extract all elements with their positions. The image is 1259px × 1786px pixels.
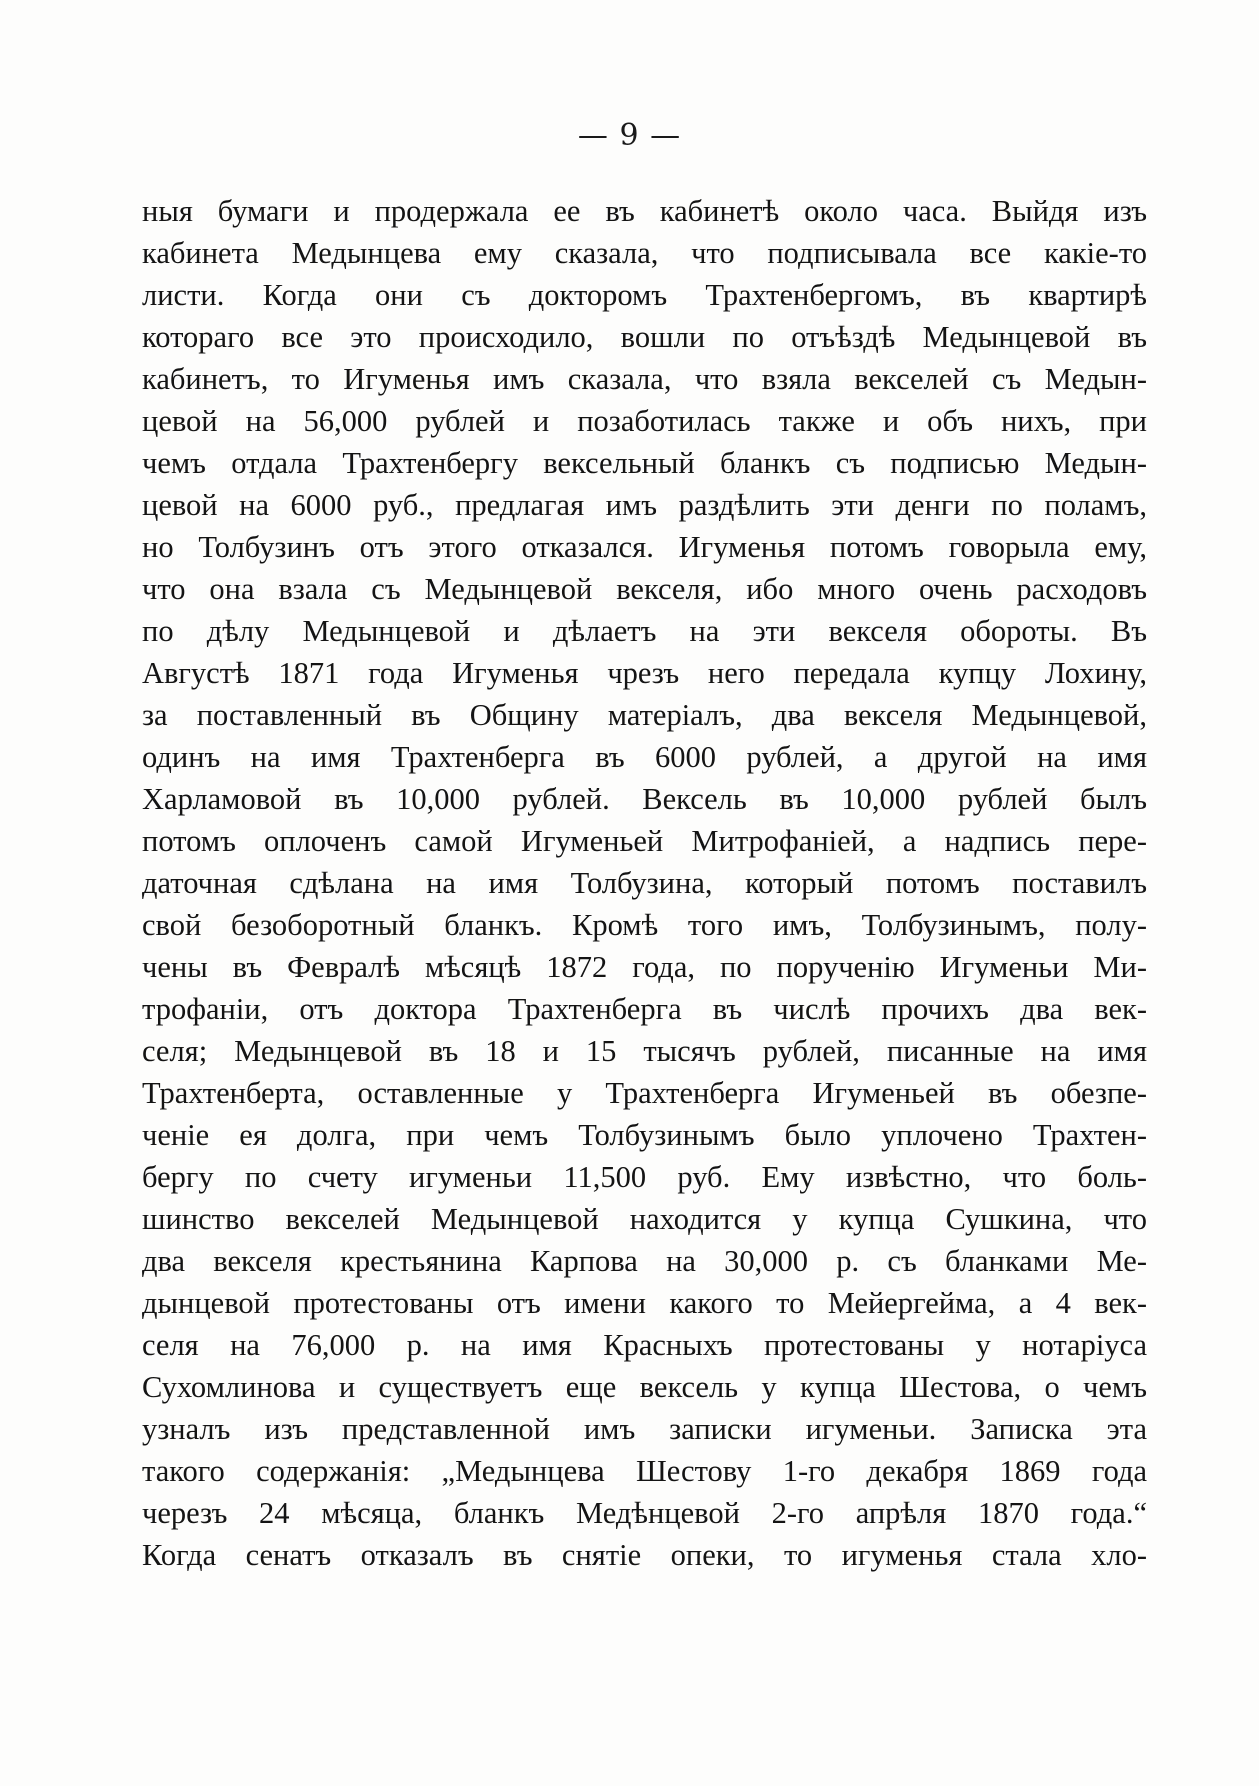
text-line: селя; Медынцевой въ 18 и 15 тысячъ рублей, писанные на имя [142,1034,1147,1068]
text-line: что она взала съ Медынцевой векселя, ибо много очень расходовъ [142,572,1147,606]
text-line: свой безоборотный бланкъ. Кромѣ того имъ, Толбузинымъ, полу- [142,908,1147,942]
text-line: но Толбузинъ отъ этого отказался. Игуменья потомъ говорыла ему, [142,530,1147,564]
text-line: трофаніи, отъ доктора Трахтенберга въ числѣ прочихъ два век- [142,992,1147,1026]
text-line: чены въ Февралѣ мѣсяцѣ 1872 года, по порученію Игуменьи Ми- [142,950,1147,984]
text-line: бергу по счету игуменьи 11,500 руб. Ему извѣстно, что боль- [142,1160,1147,1194]
text-line: потомъ оплоченъ самой Игуменьей Митрофаніей, а надпись пере- [142,824,1147,858]
text-line: ныя бумаги и продержала ее въ кабинетѣ около часа. Выйдя изъ [142,194,1147,228]
text-line: цевой на 56,000 рублей и позаботилась также и объ нихъ, при [142,404,1147,438]
text-line: за поставленный въ Общину матеріалъ, два векселя Медынцевой, [142,698,1147,732]
text-line: Когда сенатъ отказалъ въ снятіе опеки, то игуменья стала хло- [142,1538,1147,1572]
text-line: цевой на 6000 руб., предлагая имъ раздѣлить эти денги по поламъ, [142,488,1147,522]
body-text [142,190,1147,1576]
text-line: одинъ на имя Трахтенберга въ 6000 рублей, а другой на имя [142,740,1147,774]
text-line: ченіе ея долга, при чемъ Толбузинымъ было уплочено Трахтен- [142,1118,1147,1152]
text-line: кабинетъ, то Игуменья имъ сказала, что взяла векселей съ Медын- [142,362,1147,396]
text-line: два векселя крестьянина Карпова на 30,000 р. съ бланками Ме- [142,1244,1147,1278]
text-line: шинство векселей Медынцевой находится у купца Сушкина, что [142,1202,1147,1236]
text-line: котораго все это происходило, вошли по отъѣздѣ Медынцевой въ [142,320,1147,354]
text-line: такого содержанія: „Медынцева Шестову 1-го декабря 1869 года [142,1454,1147,1488]
text-line: дынцевой протестованы отъ имени какого то Мейергейма, а 4 век- [142,1286,1147,1320]
text-line: узналъ изъ представленной имъ записки игуменьи. Записка эта [142,1412,1147,1446]
text-line: Харламовой въ 10,000 рублей. Вексель въ 10,000 рублей былъ [142,782,1147,816]
text-line: даточная сдѣлана на имя Толбузина, который потомъ поставилъ [142,866,1147,900]
text-line: листи. Когда они съ докторомъ Трахтенбергомъ, въ квартирѣ [142,278,1147,312]
page-number: — 9 — [577,118,682,153]
text-line: по дѣлу Медынцевой и дѣлаетъ на эти векселя обороты. Въ [142,614,1147,648]
text-line: чемъ отдала Трахтенбергу вексельный бланкъ съ подписью Медын- [142,446,1147,480]
text-line: кабинета Медынцева ему сказала, что подписывала все какіе-то [142,236,1147,270]
text-line: Трахтенберта, оставленные у Трахтенберга Игуменьей въ обезпе- [142,1076,1147,1110]
text-line: черезъ 24 мѣсяца, бланкъ Медѣнцевой 2-го апрѣля 1870 года.“ [142,1496,1147,1530]
text-line: Сухомлинова и существуетъ еще вексель у купца Шестова, о чемъ [142,1370,1147,1404]
text-line: селя на 76,000 р. на имя Красныхъ протестованы у нотаріуса [142,1328,1147,1362]
text-line: Августѣ 1871 года Игуменья чрезъ него передала купцу Лохину, [142,656,1147,690]
